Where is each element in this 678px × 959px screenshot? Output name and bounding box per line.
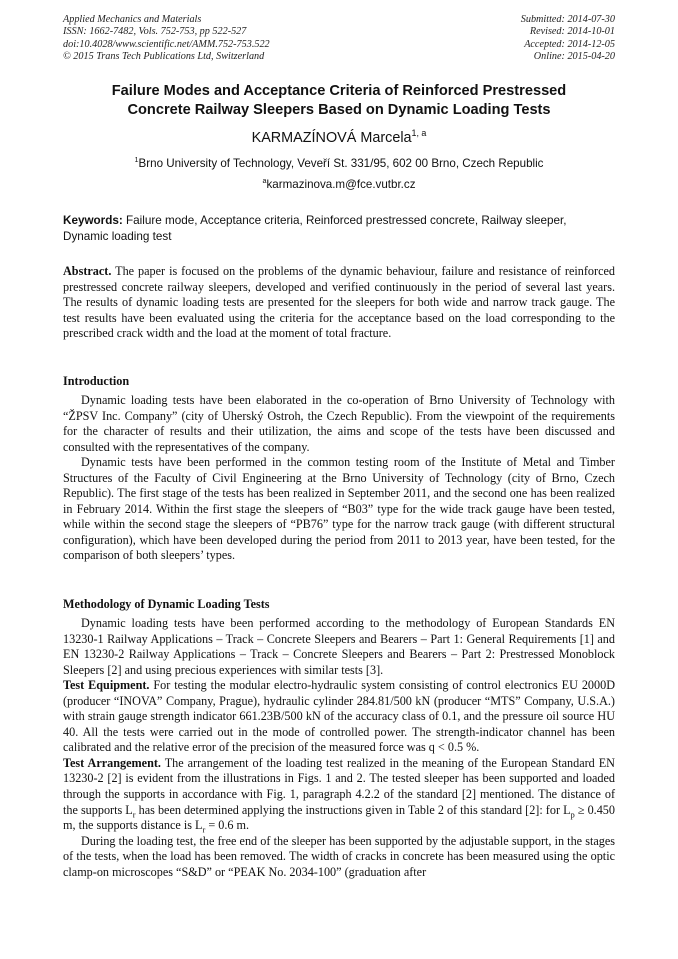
introduction-paragraph-1: Dynamic loading tests have been elaborated in the co-operation of Brno University of Technology with “ŽPSV Inc. Company” (city of Uherský Ostroh, the Czech Republic). From the viewpoint of the requirements for the character of results and their utilization, the aims and scope of the tests have been discussed and consulted with the representatives of the company. <box>63 393 615 454</box>
title-line-2: Concrete Railway Sleepers Based on Dynamic Loading Tests <box>127 102 551 118</box>
affiliation-superscript: 1 <box>134 155 139 165</box>
keywords-text: Failure mode, Acceptance criteria, Reinforced prestressed concrete, Railway sleeper, Dynamic loading test <box>63 214 567 243</box>
test-arrangement-text-3: ≥ 0.450 m, the supports distance is L <box>63 802 615 833</box>
abstract-label: Abstract. <box>63 264 112 278</box>
paper-title <box>40 82 638 120</box>
title-line-1: Failure Modes and Acceptance Criteria of Reinforced Prestressed <box>111 83 567 99</box>
methodology-section <box>63 616 615 880</box>
test-arrangement-label: Test Arrangement. <box>63 755 161 770</box>
introduction-paragraph-2: Dynamic tests have been performed in the common testing room of the Institute of Metal and Timber Structures of the Faculty of Civil Engineering at the Brno University of Technology (city of Brno, Czech Republic). The first stage of the tests has been realized in September 2011, and the second one has been realized in February 2014. Within the first stage the sleepers of “B03” type for the wide track gauge have been tested, while within the second stage the sleepers of “PB76” type for the narrow track gauge (with different structural configuration), which have been developed during the period from 2011 to 2013 year, have been tested, for the comparison of both sleepers’ types. <box>63 455 615 563</box>
keywords-label: Keywords: <box>63 214 123 227</box>
test-arrangement-text-1: The arrangement of the loading test realized in the meaning of the European Standard EN 13230-2 [2] is evident from the illustrations in Figs. 1 and 2. The tested sleeper has been supported and loaded through the supports in accordance with Fig. 1, paragraph 4.2.2 of the standard [2] mentioned. The distance of the supports L <box>63 755 615 817</box>
submitted-date: Submitted: 2014-07-30 <box>520 14 615 25</box>
email-superscript: a <box>262 176 267 186</box>
author-email <box>40 177 638 192</box>
revised-date: Revised: 2014-10-01 <box>529 26 615 38</box>
test-arrangement-paragraph <box>63 756 615 834</box>
test-equipment-paragraph <box>63 678 615 756</box>
keywords <box>63 213 615 244</box>
abstract-text: The paper is focused on the problems of the dynamic behaviour, failure and resistance of reinforced prestressed concrete railway sleepers, developed and verified continuously in the period of several last years. The results of dynamic loading tests are presented for the sleepers for both wide and narrow track gauge. The test results have been evaluated using the criteria for the acceptance based on the load corresponding to the prescribed crack width and the load at the moment of total fracture. <box>63 264 615 341</box>
author <box>40 129 638 147</box>
journal-name: Applied Mechanics and Materials <box>63 14 202 25</box>
issn-line: ISSN: 1662-7482, Vols. 752-753, pp 522-527 <box>63 26 247 38</box>
test-arrangement-text-4: = 0.6 m. <box>205 818 250 833</box>
test-arrangement-text-2: has been determined applying the instructions given in Table 2 of this standard [2]: for L <box>135 802 571 817</box>
test-equipment-label: Test Equipment. <box>63 678 150 693</box>
affiliation-text: Brno University of Technology, Veveří St. 331/95, 602 00 Brno, Czech Republic <box>138 157 544 170</box>
test-equipment-text: For testing the modular electro-hydraulic system consisting of control electronics EU 2000D (producer “INOVA” Company, Prague), hydraulic cylinder 284.81/500 kN (producer “MTS” Company, U.S.A.) with strain gauge strength indicator 661.23B/500 kN of the accuracy class of 0.1, and the pressure oil source HU 40. All the tests were carried out in the mode of controlled power. The strength-indicator channel has been calibrated and the relative error of the precision of the measured force was q < 0.5 %. <box>63 678 615 755</box>
methodology-paragraph-1: Dynamic loading tests have been performed according to the methodology of European Standards EN 13230-1 Railway Applications – Track – Concrete Sleepers and Bearers – Part 1: General Requirements [1] and EN 13230-2 Railway Applications – Track – Concrete Sleepers and Bearers – Part 2: Prestressed Monoblock Sleepers [2] and using precious experiences with similar tests [3]. <box>63 616 615 677</box>
subscript-p: p <box>570 809 575 819</box>
introduction-heading: Introduction <box>63 374 130 388</box>
email-text: karmazinova.m@fce.vutbr.cz <box>266 178 416 191</box>
abstract <box>63 264 615 342</box>
copyright-line: © 2015 Trans Tech Publications Ltd, Switzerland <box>63 51 265 63</box>
methodology-heading: Methodology of Dynamic Loading Tests <box>63 597 270 611</box>
doi-line: doi:10.4028/www.scientific.net/AMM.752-753.522 <box>63 38 270 50</box>
journal-info <box>63 14 270 64</box>
dates-info <box>521 14 615 64</box>
author-superscript: 1, a <box>411 128 427 139</box>
affiliation <box>40 156 638 171</box>
online-date: Online: 2015-04-20 <box>533 51 615 63</box>
methodology-paragraph-last: During the loading test, the free end of the sleeper has been supported by the adjustable support, in the stages of the tests, when the load has been removed. The width of cracks in concrete has been measured using the optic clamp-on microscopes “S&D” or “PEAK No. 2034-100” (graduation after <box>63 833 615 879</box>
subscript-r-1: r <box>132 809 136 819</box>
accepted-date: Accepted: 2014-12-05 <box>524 38 615 50</box>
author-name: KARMAZÍNOVÁ Marcela <box>251 130 412 146</box>
subscript-r-2: r <box>202 824 206 835</box>
introduction-section <box>63 393 615 564</box>
